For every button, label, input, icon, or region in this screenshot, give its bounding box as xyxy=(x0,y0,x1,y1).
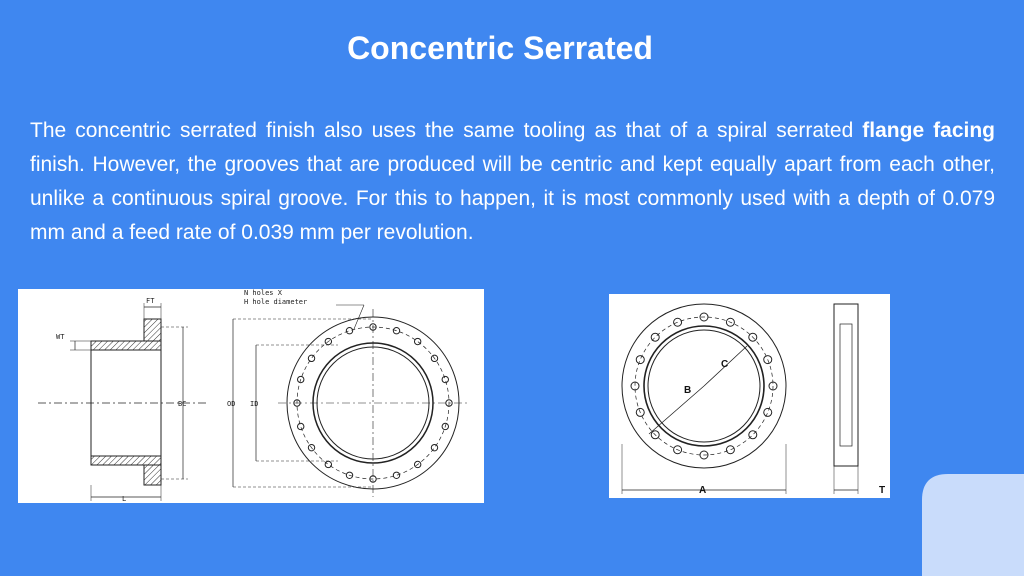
label-ft: FT xyxy=(146,297,155,305)
label-a: A xyxy=(699,485,707,496)
bolt-hole xyxy=(764,356,772,364)
paragraph-bold-term: flange facing xyxy=(862,119,995,142)
label-od: OD xyxy=(227,400,236,408)
label-bc: BC xyxy=(178,400,187,408)
slide-title: Concentric Serrated xyxy=(347,30,653,66)
bolt-hole xyxy=(308,355,314,361)
note-hole-diameter: H hole diameter xyxy=(244,298,308,306)
bolt-hole xyxy=(393,472,399,478)
label-id: ID xyxy=(250,400,259,408)
bolt-hole xyxy=(325,461,331,467)
flange-dimension-drawing xyxy=(609,294,890,498)
flange-face-view xyxy=(233,305,468,497)
body-paragraph xyxy=(30,114,995,250)
bolt-hole xyxy=(414,338,420,344)
bolt-hole xyxy=(764,408,772,416)
bolt-hole xyxy=(431,444,437,450)
label-t: T xyxy=(879,485,886,496)
note-holes: N holes X xyxy=(244,289,282,297)
paragraph-text-end: finish. However, the grooves that are produced will be centric and kept equally apart from each other, unlike a continuous spiral groove. For this to happen, it is most commonly used with a depth of 0.079 mm and a feed rate of 0.039 mm per revolution. xyxy=(30,153,995,244)
bolt-hole xyxy=(298,423,304,429)
flange-face-abc xyxy=(622,304,858,494)
paragraph-text-start: The concentric serrated finish also uses the same tooling as that of a spiral serrated xyxy=(30,119,863,142)
label-l: L xyxy=(122,495,127,503)
bolt-hole xyxy=(651,333,659,341)
page-corner-decoration xyxy=(922,474,1024,576)
label-b: B xyxy=(684,385,692,396)
flange-drawing-figure xyxy=(18,289,484,503)
bolt-hole xyxy=(749,431,757,439)
bolt-hole xyxy=(346,328,352,334)
label-c: C xyxy=(721,359,729,370)
flange-dimension-figure xyxy=(609,294,890,498)
label-wt: WT xyxy=(56,333,65,341)
flange-drawing xyxy=(18,289,484,503)
bolt-hole xyxy=(726,446,734,454)
bolt-hole xyxy=(636,356,644,364)
bolt-hole xyxy=(442,376,448,382)
